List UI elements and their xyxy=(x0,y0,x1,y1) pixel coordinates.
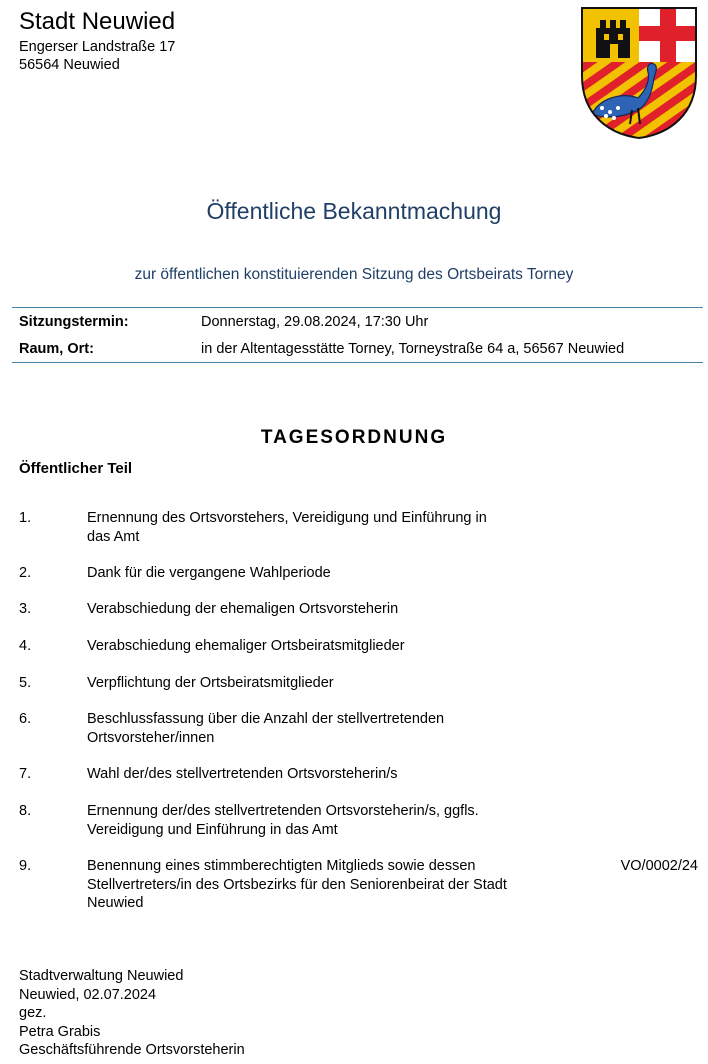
agenda-heading: TAGESORDNUNG xyxy=(260,427,448,448)
footer-gez: gez. xyxy=(19,1005,47,1021)
agenda-item-number: 9. xyxy=(19,858,32,874)
section-title: Öffentlicher Teil xyxy=(19,460,133,477)
signature-block xyxy=(19,967,245,1060)
city-crest-logo xyxy=(580,6,698,140)
agenda-item-text: Benennung eines stimmberechtigten Mitglieds sowie dessen Stellvertreters/in des Ortsbezirks für den Seniorenbeirat der Stadt Neuwied xyxy=(87,858,507,911)
agenda-item-text: Wahl der/des stellvertretenden Ortsvorsteherin/s xyxy=(87,766,398,782)
org-street: Engerser Landstraße 17 xyxy=(19,39,176,55)
agenda-item-text: Verpflichtung der Ortsbeiratsmitglieder xyxy=(87,675,334,691)
page-title: Öffentliche Bekanntmachung xyxy=(206,198,502,224)
agenda-item-number: 6. xyxy=(19,711,32,727)
agenda-item-text: Dank für die vergangene Wahlperiode xyxy=(87,565,331,581)
divider-bottom xyxy=(12,362,703,363)
place-value: in der Altentagesstätte Torney, Torneystraße 64 a, 56567 Neuwied xyxy=(201,341,625,357)
footer-authority: Stadtverwaltung Neuwied xyxy=(19,968,184,984)
agenda-item-text: Beschlussfassung über die Anzahl der stellvertretenden Ortsvorsteher/innen xyxy=(87,711,445,746)
divider-top xyxy=(12,307,703,308)
agenda-item-reference: VO/0002/24 xyxy=(620,858,698,874)
footer-date: Neuwied, 02.07.2024 xyxy=(19,986,157,1003)
agenda-item-number: 3. xyxy=(19,601,32,617)
agenda-item-text: Verabschiedung ehemaliger Ortsbeiratsmitglieder xyxy=(87,638,405,654)
page-subtitle: zur öffentlichen konstituierenden Sitzung des Ortsbeirats Torney xyxy=(134,266,574,283)
org-city: 56564 Neuwied xyxy=(19,57,120,73)
date-label: Sitzungstermin: xyxy=(19,314,129,330)
agenda-item-number: 1. xyxy=(19,510,32,526)
agenda-item-text: Verabschiedung der ehemaligen Ortsvorsteherin xyxy=(87,601,399,617)
agenda-item-number: 4. xyxy=(19,638,32,654)
footer-signer-role: Geschäftsführende Ortsvorsteherin xyxy=(19,1042,245,1058)
agenda-item-number: 7. xyxy=(19,766,32,782)
agenda-item-text: Ernennung des Ortsvorstehers, Vereidigung und Einführung in das Amt xyxy=(87,510,487,545)
date-value: Donnerstag, 29.08.2024, 17:30 Uhr xyxy=(201,314,429,330)
agenda-item-number: 2. xyxy=(19,565,32,581)
agenda-item-number: 5. xyxy=(19,675,32,691)
agenda-item-number: 8. xyxy=(19,803,32,819)
footer-signer-name: Petra Grabis xyxy=(19,1023,101,1040)
place-label: Raum, Ort: xyxy=(19,341,94,357)
org-name: Stadt Neuwied xyxy=(19,8,176,35)
agenda-item-text: Ernennung der/des stellvertretenden Ortsvorsteherin/s, ggfls. Vereidigung und Einführung in das Amt xyxy=(87,803,479,838)
